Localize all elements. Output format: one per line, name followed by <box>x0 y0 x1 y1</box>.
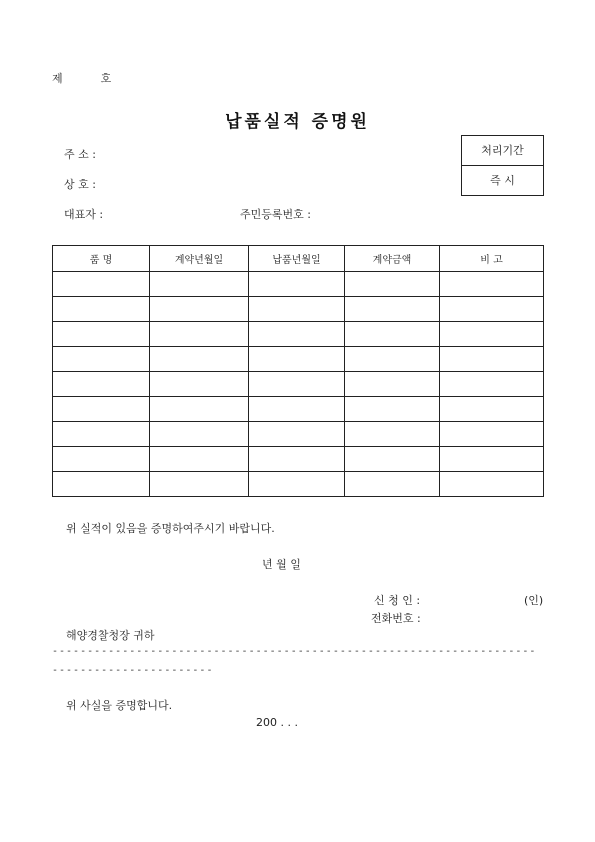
table-cell <box>150 472 249 497</box>
table-cell <box>345 347 440 372</box>
table-cell <box>249 447 345 472</box>
table-cell <box>440 297 544 322</box>
table-cell <box>150 297 249 322</box>
registration-number-label: 주민등록번호 : <box>240 208 311 221</box>
header-contract-date: 계약년월일 <box>150 246 249 272</box>
table-cell <box>53 272 150 297</box>
request-statement: 위 실적이 있음을 증명하여주시기 바랍니다. <box>66 522 275 535</box>
header-remarks: 비 고 <box>440 246 544 272</box>
table-cell <box>440 372 544 397</box>
table-cell <box>440 422 544 447</box>
table-cell <box>345 472 440 497</box>
request-date: 년 월 일 <box>262 558 301 571</box>
table-cell <box>150 447 249 472</box>
table-cell <box>150 372 249 397</box>
table-cell <box>53 322 150 347</box>
table-cell <box>53 422 150 447</box>
table-cell <box>249 347 345 372</box>
table-cell <box>440 322 544 347</box>
address-label: 주 소 : <box>64 148 96 161</box>
table-cell <box>440 347 544 372</box>
certify-date: 200 . . . <box>256 716 298 729</box>
table-row <box>53 372 544 397</box>
company-label: 상 호 : <box>64 178 96 191</box>
table-row <box>53 322 544 347</box>
table-cell <box>150 397 249 422</box>
table-row <box>53 347 544 372</box>
table-cell <box>345 272 440 297</box>
applicant-label: 신 청 인 : <box>374 594 421 607</box>
header-delivery-date: 납품년월일 <box>249 246 345 272</box>
table-cell <box>53 372 150 397</box>
table-cell <box>53 297 150 322</box>
table-cell <box>249 322 345 347</box>
table-row <box>53 447 544 472</box>
table-row <box>53 422 544 447</box>
table-cell <box>345 372 440 397</box>
processing-period-label: 처리기간 <box>462 136 543 166</box>
table-cell <box>345 447 440 472</box>
table-cell <box>440 447 544 472</box>
table-cell <box>440 272 544 297</box>
seal-mark: (인) <box>524 594 544 607</box>
table-row <box>53 397 544 422</box>
table-cell <box>345 422 440 447</box>
representative-label: 대표자 : <box>64 208 104 221</box>
header-contract-amount: 계약금액 <box>345 246 440 272</box>
cut-line-divider: -------------------------------------------------------------------------------------------- <box>52 646 537 676</box>
table-cell <box>53 397 150 422</box>
table-cell <box>53 447 150 472</box>
table-cell <box>53 347 150 372</box>
table-cell <box>249 297 345 322</box>
table-cell <box>249 422 345 447</box>
table-cell <box>249 472 345 497</box>
table-cell <box>249 372 345 397</box>
table-cell <box>150 347 249 372</box>
phone-label: 전화번호 : <box>371 612 421 625</box>
document-number-suffix: 호 <box>100 72 112 85</box>
table-cell <box>249 272 345 297</box>
table-cell <box>345 297 440 322</box>
processing-period-value: 즉 시 <box>490 174 515 187</box>
document-number <box>52 70 111 86</box>
table-cell <box>345 397 440 422</box>
table-cell <box>440 397 544 422</box>
table-row <box>53 272 544 297</box>
document-number-label: 제 <box>52 72 63 85</box>
addressee: 해양경찰청장 귀하 <box>66 629 155 642</box>
header-item-name: 품 명 <box>53 246 150 272</box>
table-cell <box>440 472 544 497</box>
delivery-record-table <box>52 245 544 497</box>
table-row <box>53 472 544 497</box>
table-cell <box>150 322 249 347</box>
table-cell <box>345 322 440 347</box>
table-cell <box>53 472 150 497</box>
table-row <box>53 297 544 322</box>
certify-statement: 위 사실을 증명합니다. <box>66 699 173 712</box>
table-cell <box>150 422 249 447</box>
processing-period-box <box>461 135 544 196</box>
table-header-row <box>53 246 544 272</box>
table-cell <box>150 272 249 297</box>
table-cell <box>249 397 345 422</box>
page-title: 납품실적 증명원 <box>225 112 370 132</box>
